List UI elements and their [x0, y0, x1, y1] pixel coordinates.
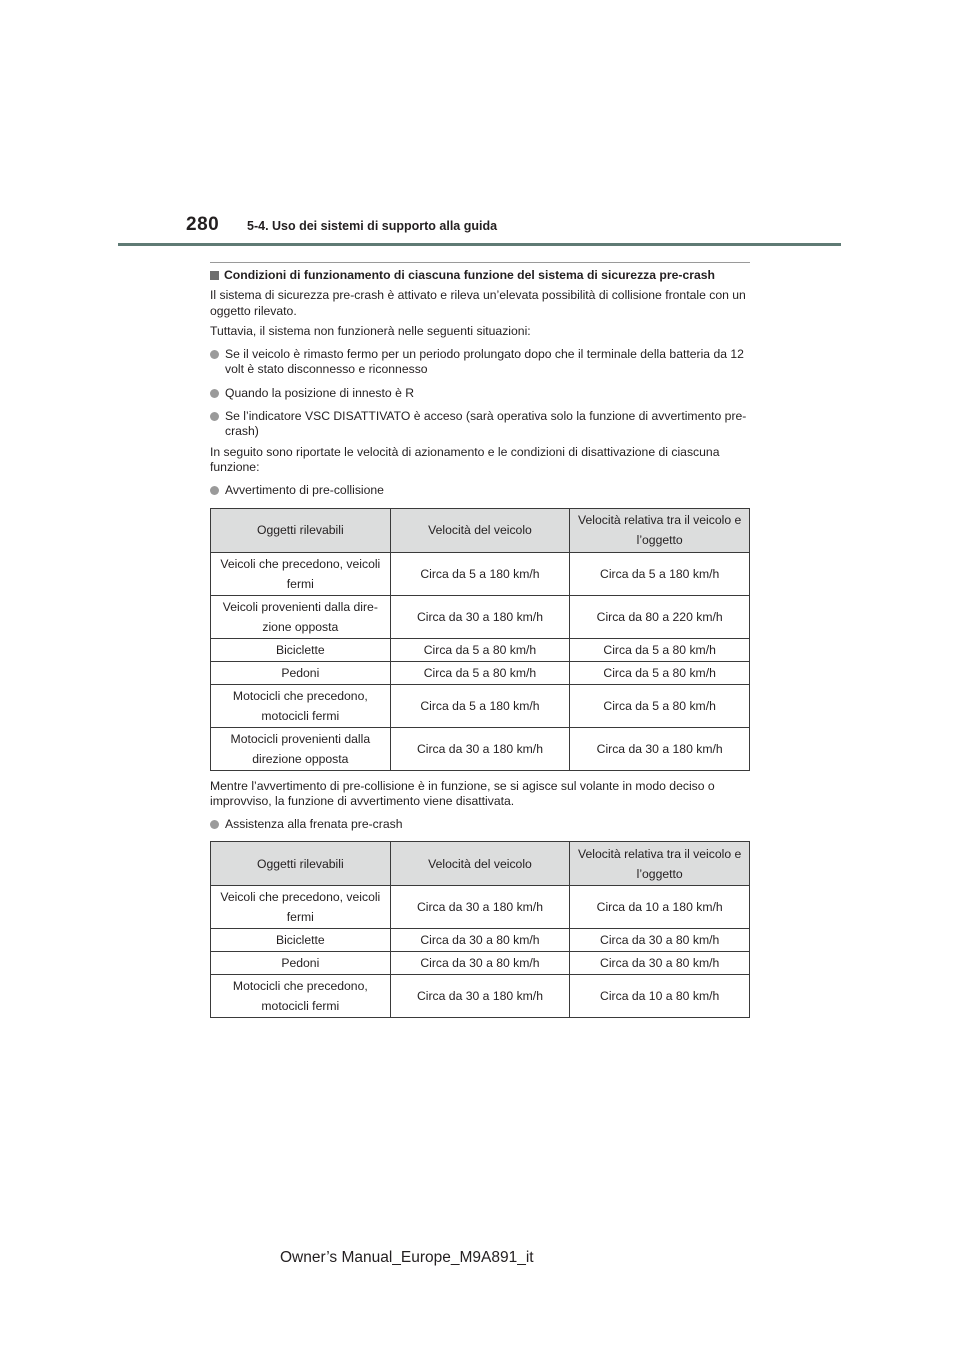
warning-table	[210, 508, 750, 771]
manual-footer: Owner’s Manual_Europe_M9A891_it	[280, 1249, 534, 1266]
condition-text: Se il veicolo è rimasto fermo per un periodo prolungato dopo che il terminale della batteria da 12 volt è stato disconnesso e riconnesso	[225, 347, 744, 377]
circle-bullet-icon	[210, 412, 219, 421]
relative-speed-cell: Circa da 30 a 80 km/h	[570, 952, 750, 975]
table-header-row	[211, 508, 750, 552]
vehicle-speed-cell: Circa da 30 a 80 km/h	[390, 952, 570, 975]
object-cell: Pedoni	[211, 661, 391, 684]
relative-speed-cell: Circa da 30 a 180 km/h	[570, 727, 750, 770]
object-cell: Motocicli provenienti dalla direzione opposta	[211, 727, 391, 770]
relative-speed-cell: Circa da 5 a 80 km/h	[570, 684, 750, 727]
table-row	[211, 638, 750, 661]
table-row	[211, 929, 750, 952]
condition-text: Se l’indicatore VSC DISATTIVATO è acceso (sarà operativa solo la funzione di avvertimento pre-crash)	[225, 409, 747, 439]
warning-note: Mentre l’avvertimento di pre-collisione è in funzione, se si agisce sul volante in modo deciso o improvviso, la funzione di avvertimento viene disattivata.	[210, 778, 715, 808]
vehicle-speed-cell: Circa da 5 a 80 km/h	[390, 661, 570, 684]
table-row	[211, 886, 750, 929]
column-header: Velocità del veicolo	[390, 508, 570, 552]
table-row	[211, 727, 750, 770]
vehicle-speed-cell: Circa da 30 a 180 km/h	[390, 595, 570, 638]
circle-bullet-icon	[210, 350, 219, 359]
vehicle-speed-cell: Circa da 5 a 180 km/h	[390, 684, 570, 727]
page-number: 280	[186, 214, 220, 235]
object-cell: Veicoli provenienti dalla dire-zione opposta	[211, 595, 391, 638]
circle-bullet-icon	[210, 486, 219, 495]
section-title: 5-4. Uso dei sistemi di supporto alla guida	[247, 219, 498, 233]
column-header: Velocità del veicolo	[390, 842, 570, 886]
column-header: Velocità relativa tra il veicolo e l’oggetto	[570, 508, 750, 552]
object-cell: Pedoni	[211, 952, 391, 975]
condition-text: Quando la posizione di innesto è R	[225, 385, 415, 400]
table-row	[211, 552, 750, 595]
object-cell: Biciclette	[211, 929, 391, 952]
circle-bullet-icon	[210, 820, 219, 829]
relative-speed-cell: Circa da 80 a 220 km/h	[570, 595, 750, 638]
table-row	[211, 595, 750, 638]
vehicle-speed-cell: Circa da 5 a 80 km/h	[390, 638, 570, 661]
subheading-divider	[210, 262, 750, 263]
intro-paragraph: Il sistema di sicurezza pre-crash è attivato e rileva un’elevata possibilità di collisione frontale con un oggetto rilevato.	[210, 288, 746, 318]
relative-speed-cell: Circa da 5 a 180 km/h	[570, 552, 750, 595]
table-row	[211, 975, 750, 1018]
relative-speed-cell: Circa da 30 a 80 km/h	[570, 929, 750, 952]
table-header-row	[211, 842, 750, 886]
object-cell: Motocicli che precedono, motocicli fermi	[211, 975, 391, 1018]
condition-item	[210, 347, 750, 378]
vehicle-speed-cell: Circa da 30 a 180 km/h	[390, 727, 570, 770]
warning-title: Avvertimento di pre-collisione	[225, 483, 384, 498]
column-header: Oggetti rilevabili	[211, 508, 391, 552]
object-cell: Veicoli che precedono, veicoli fermi	[211, 552, 391, 595]
braking-title: Assistenza alla frenata pre-crash	[225, 817, 403, 832]
section-heading-text: Condizioni di funzionamento di ciascuna funzione del sistema di sicurezza pre-crash	[224, 268, 715, 282]
object-cell: Veicoli che precedono, veicoli fermi	[211, 886, 391, 929]
intro-paragraph: Tuttavia, il sistema non funzionerà nelle seguenti situazioni:	[210, 323, 531, 338]
relative-speed-cell: Circa da 5 a 80 km/h	[570, 661, 750, 684]
vehicle-speed-cell: Circa da 30 a 180 km/h	[390, 886, 570, 929]
relative-speed-cell: Circa da 10 a 180 km/h	[570, 886, 750, 929]
table-row	[211, 952, 750, 975]
section-heading	[210, 268, 750, 283]
warning-bullet	[210, 483, 750, 498]
square-bullet-icon	[210, 271, 219, 280]
condition-item	[210, 386, 750, 401]
column-header: Oggetti rilevabili	[211, 842, 391, 886]
vehicle-speed-cell: Circa da 5 a 180 km/h	[390, 552, 570, 595]
relative-speed-cell: Circa da 5 a 80 km/h	[570, 638, 750, 661]
column-header: Velocità relativa tra il veicolo e l’oggetto	[570, 842, 750, 886]
table-row	[211, 661, 750, 684]
speeds-intro: In seguito sono riportate le velocità di azionamento e le condizioni di disattivazione di ciascuna funzione:	[210, 444, 720, 474]
vehicle-speed-cell: Circa da 30 a 80 km/h	[390, 929, 570, 952]
condition-item	[210, 409, 750, 440]
relative-speed-cell: Circa da 10 a 80 km/h	[570, 975, 750, 1018]
page-content	[210, 262, 750, 1018]
braking-table	[210, 841, 750, 1018]
table-row	[211, 684, 750, 727]
circle-bullet-icon	[210, 389, 219, 398]
header-divider	[118, 243, 841, 246]
vehicle-speed-cell: Circa da 30 a 180 km/h	[390, 975, 570, 1018]
object-cell: Biciclette	[211, 638, 391, 661]
object-cell: Motocicli che precedono, motocicli fermi	[211, 684, 391, 727]
braking-bullet	[210, 817, 750, 832]
